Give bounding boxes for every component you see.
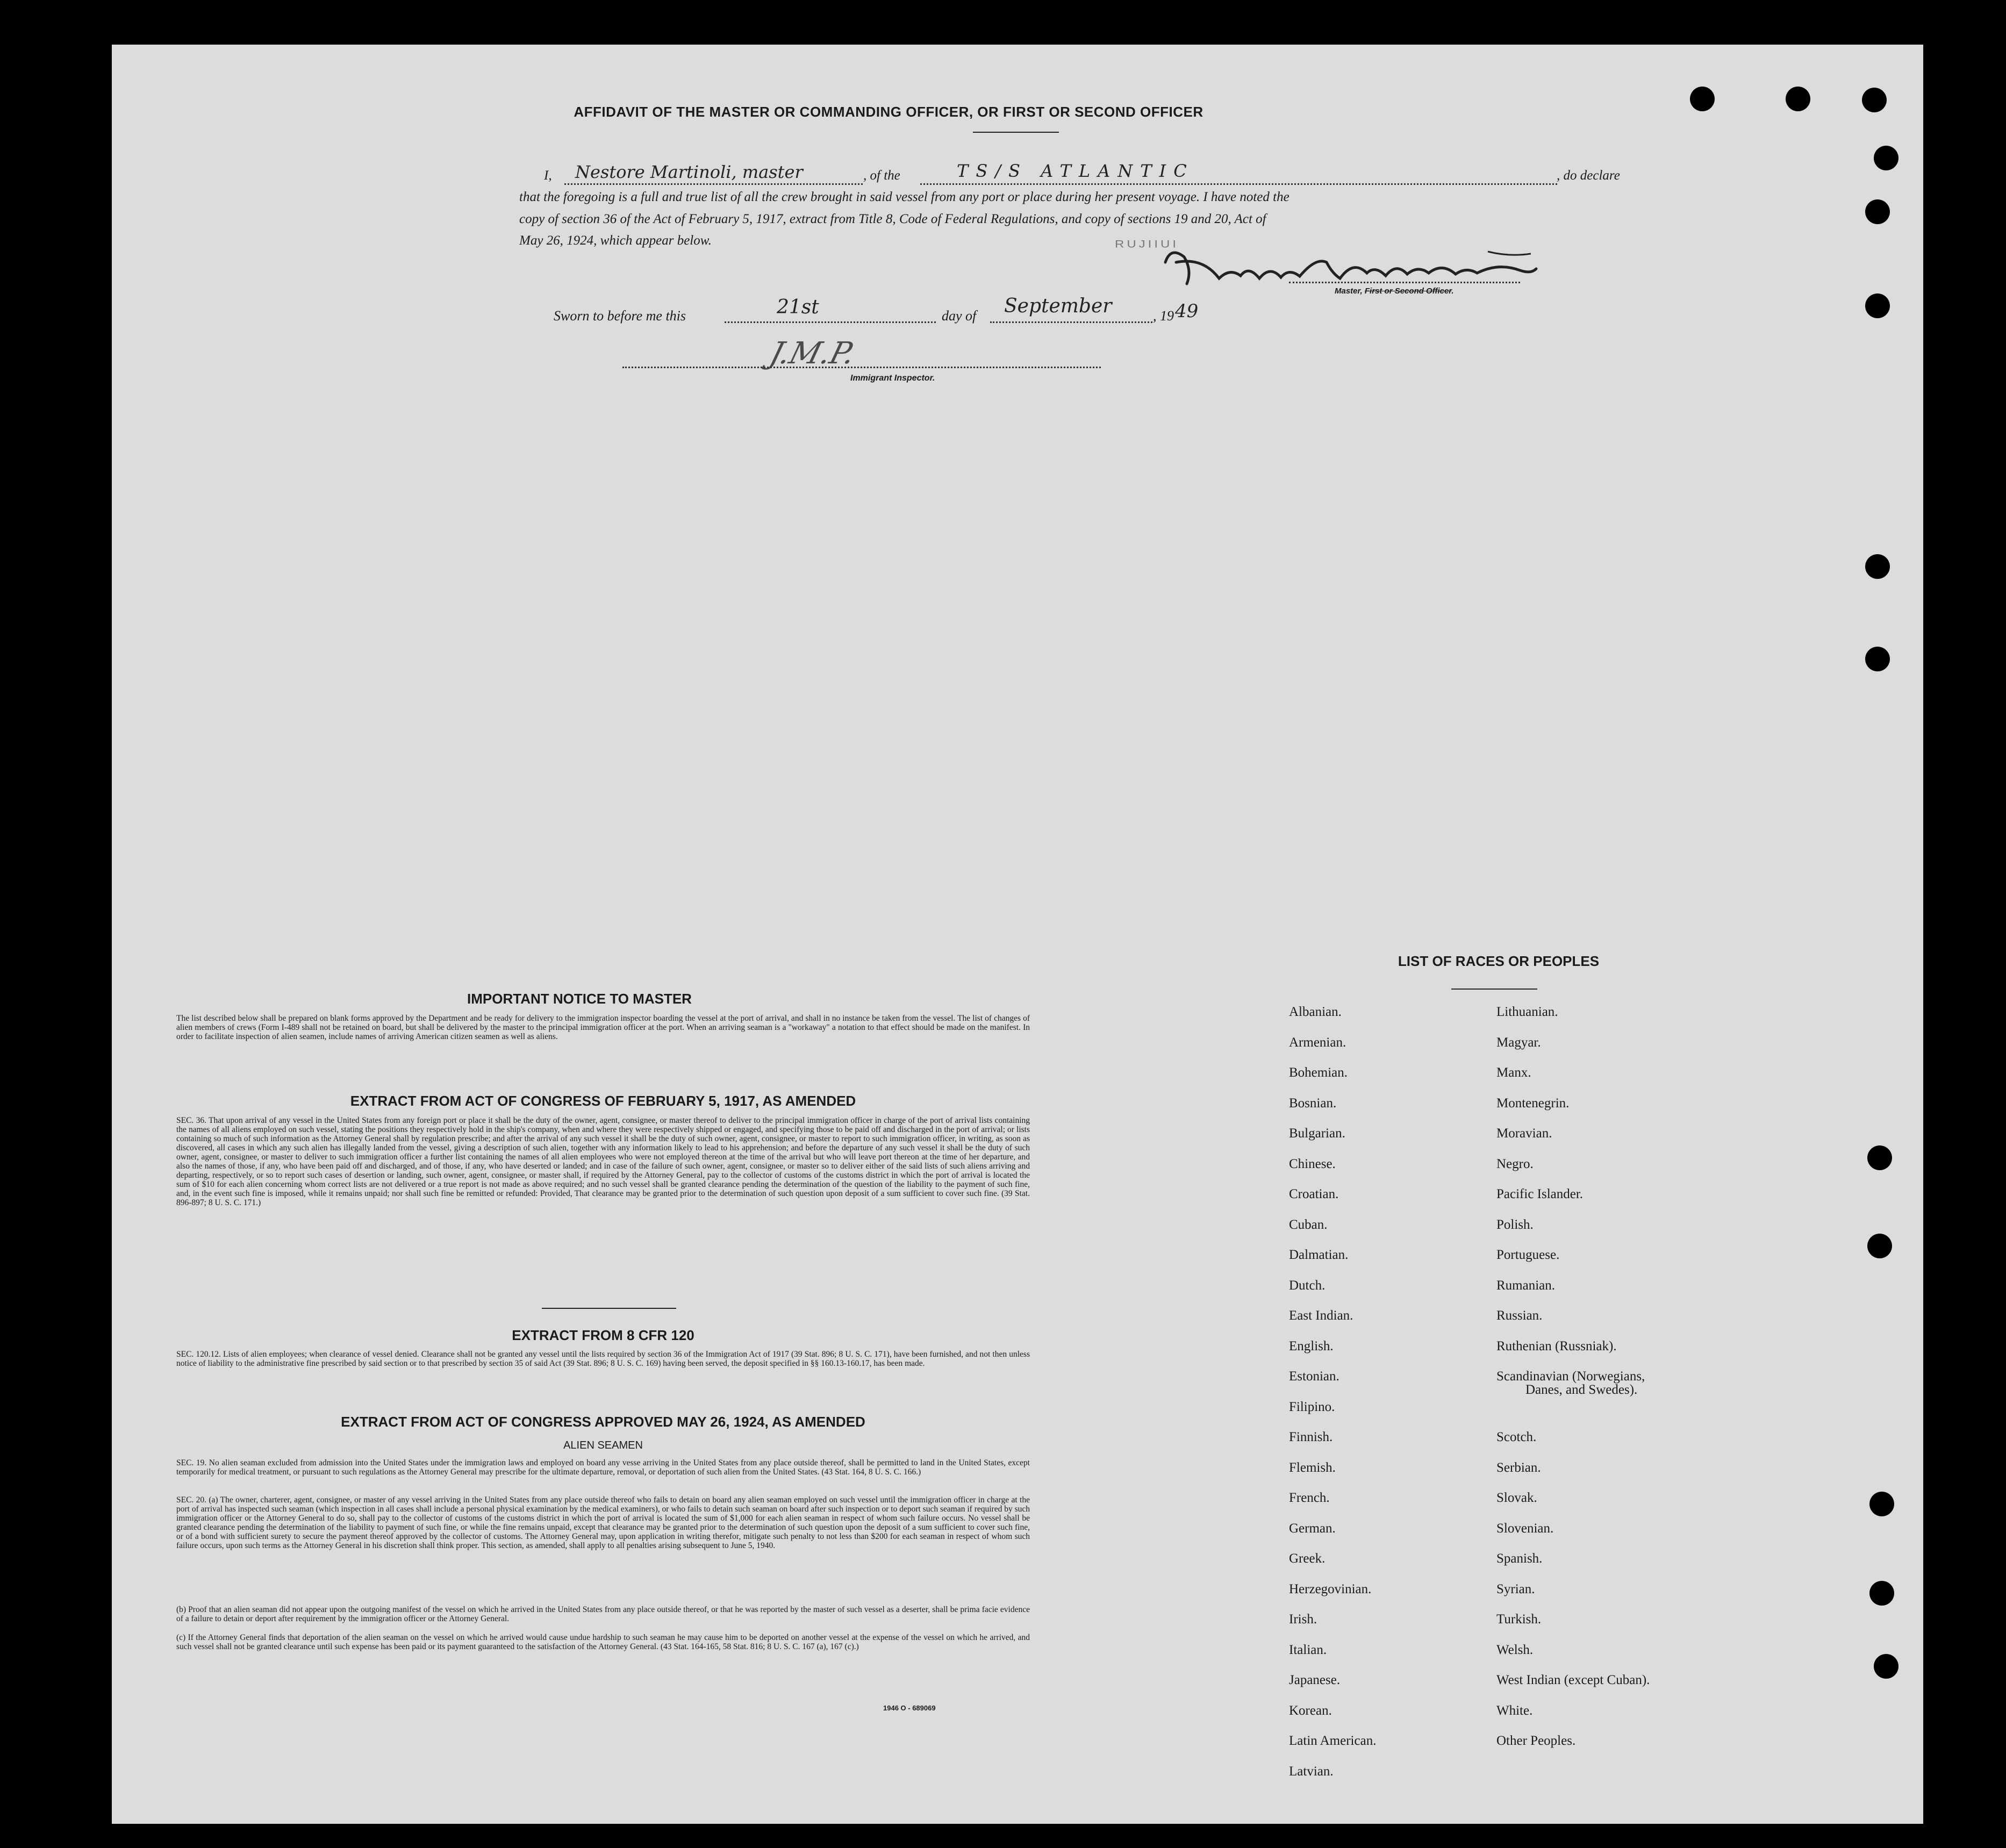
race-item: Magyar. (1496, 1035, 1541, 1050)
race-item: Dalmatian. (1289, 1248, 1349, 1262)
sec-20c: (c) If the Attorney General finds that deportation of the alien seaman on the vessel on which he arrived would cause undue hardship to such seaman he may cause him to be deported on another vessel at the expense of the vessel on which he arrived, and such vessel shall not be granted clearance until such expense has been paid or its payment guaranteed to the satisfaction of the Attorney General. (43 Stat. 164-165, 58 Stat. 816; 8 U. S. C. 167 (a), 167 (c).) (176, 1633, 1030, 1651)
race-item: Estonian. (1289, 1369, 1339, 1384)
punch-hole (1874, 1654, 1898, 1679)
race-item: Serbian. (1496, 1460, 1541, 1475)
punch-hole (1874, 146, 1898, 170)
race-item: Filipino. (1289, 1399, 1335, 1414)
inspector-signature: J.M.P. (766, 336, 859, 371)
punch-hole (1865, 293, 1890, 318)
sworn-year: 49 (1175, 300, 1199, 322)
pre-name: I, (544, 168, 552, 183)
affidavit-line-1 (538, 161, 1645, 188)
race-item: Slovenian. (1496, 1521, 1554, 1536)
extract-1924-subtitle: ALIEN SEAMEN (563, 1439, 643, 1451)
race-item: Russian. (1496, 1308, 1543, 1323)
race-item: Scandinavian (Norwegians, (1496, 1369, 1645, 1384)
race-item: Polish. (1496, 1217, 1534, 1232)
race-item: Lithuanian. (1496, 1005, 1558, 1019)
race-item: Montenegrin. (1496, 1095, 1570, 1111)
race-item-scandinavian (1496, 1370, 1650, 1430)
race-item: Rumanian. (1496, 1278, 1556, 1293)
extract-1917-body: SEC. 36. That upon arrival of any vessel in the United States from any foreign port or place it shall be the duty of the owner, agent, consignee, or master thereof to deliver to the principal immigration officer in charge of the port of arrival lists containing the names of all aliens employed on such vessel, stating the positions they respectively hold in the ship's company, when and where they were respectively shipped or engaged, and specifying those to be paid off and discharged in the port of arrival; or lists containing so much of such information as the Attorney General shall by regulation prescribe; and after the arrival of any such vessel it shall be the duty of such owner, agent, consignee, or master to report to such immigration officer, in writing, as soon as discovered, all cases in which any such alien has illegally landed from the vessel, giving a description of such alien, together with any information likely to lead to his apprehension; and before the departure of any such vessel it shall be the duty of such owner, agent, consignee, or master to deliver to such immigration officer a further list containing the names of all alien employees who were not employed thereon at the time of the arrival but who will leave port thereon at the time of her departure, and also the names of those, if any, who have been paid off and discharged, and of those, if any, who have deserted or landed; and in case of the failure of such owner, agent, consignee, or master so to deliver either of the said lists of such aliens arriving and departing, respectively, or so to report such cases of desertion or landing, such owner, agent, consignee, or master shall, if required by the Attorney General, pay to the collector of customs of the customs district in which the port of arrival is located the sum of $10 for each alien concerning whom correct lists are not delivered or a true report is not made as above required; and no such vessel shall be granted clearance pending the determination of the question of the liability to the payment of such fine, and, in the event such fine is imposed, while it remains unpaid; nor shall such fine be remitted or refunded: Provided, That clearance may be granted prior to the determination of such question upon deposit of a sum sufficient to cover such fine. (39 Stat. 896-897; 8 U. S. C. 171.) (176, 1116, 1030, 1207)
races-underline (1451, 989, 1537, 990)
race-item: Latvian. (1289, 1764, 1334, 1779)
sworn-line (554, 295, 1360, 330)
inspector-caption: Immigrant Inspector. (850, 374, 935, 383)
race-item: Slovak. (1496, 1491, 1537, 1505)
race-item: Italian. (1289, 1642, 1327, 1657)
race-item: Bosnian. (1289, 1095, 1337, 1111)
notice-body: The list described below shall be prepared on blank forms approved by the Department and be ready for delivery to the immigration inspector boarding the vessel at the port of arrival, and shall in no instance be taken from the vessel. The list of changes of alien members of crews (Form I-489 shall not be retained on board, but shall be delivered by the master to the principal immigration officer at the port. When an arriving seaman is a "workaway" a notation to that effect should be made on the manifest. In order to facilitate inspection of alien seamen, include names of arriving American citizen seamen as well as aliens. (176, 1014, 1030, 1041)
race-item: Pacific Islander. (1496, 1187, 1584, 1201)
race-item: Armenian. (1289, 1035, 1346, 1050)
race-item: Japanese. (1289, 1673, 1341, 1687)
race-item: West Indian (except Cuban). (1496, 1673, 1650, 1687)
punch-hole (1867, 1234, 1892, 1258)
sec-19: SEC. 19. No alien seaman excluded from admission into the United States under the immigration laws and employed on board any vesse arriving in the United States from any place outside thereof, shall be permitted to land in the United States, except temporarily for medical treatment, or pursuant to such regulations as the Attorney General may prescribe for the ultimate departure, removal, or deportation of such alien from the United States. (43 Stat. 164, 8 U. S. C. 166.) (176, 1458, 1030, 1477)
races-title: LIST OF RACES OR PEOPLES (1398, 953, 1600, 969)
punch-hole (1690, 87, 1715, 111)
race-item: French. (1289, 1491, 1330, 1505)
day-of-text: day of (942, 308, 977, 324)
affidavit-title: AFFIDAVIT OF THE MASTER OR COMMANDING OFFICER, OR FIRST OR SECOND OFFICER (574, 104, 1203, 120)
affidavit-line-3: copy of section 36 of the Act of February 5, 1917, extract from Title 8, Code of Federal Regulations, and copy of sections 19 and 20, Act of (519, 212, 1266, 226)
affidavit-line-4: May 26, 1924, which appear below. (519, 233, 712, 248)
punch-hole (1865, 647, 1890, 671)
printer-code: 1946 O - 689069 (883, 1704, 936, 1712)
race-item: Flemish. (1289, 1460, 1336, 1475)
race-item: Irish. (1289, 1612, 1317, 1627)
race-item: Moravian. (1496, 1126, 1552, 1141)
race-item: Greek. (1289, 1551, 1326, 1566)
race-item: White. (1496, 1703, 1533, 1718)
race-item: Scotch. (1496, 1430, 1537, 1444)
signature-caption (1335, 286, 1453, 296)
year-prefix: , 19 (1153, 308, 1174, 324)
race-item: Welsh. (1496, 1642, 1534, 1657)
sworn-month: September (1004, 295, 1112, 317)
caption-struck: First or Second Officer (1364, 286, 1452, 296)
punch-hole (1869, 1581, 1894, 1606)
race-item: Korean. (1289, 1703, 1332, 1718)
race-item: Dutch. (1289, 1278, 1326, 1293)
race-item: Herzegovinian. (1289, 1581, 1372, 1596)
race-item: Spanish. (1496, 1551, 1543, 1566)
document-page (112, 45, 1923, 1824)
faint-stamp: RUJIIUI (1115, 238, 1179, 250)
sworn-label: Sworn to before me this (554, 308, 686, 324)
master-name: Nestore Martinoli, master (575, 162, 803, 182)
race-item-cont: Danes, and Swedes). (1525, 1383, 1638, 1397)
punch-hole (1865, 199, 1890, 224)
punch-hole (1786, 87, 1810, 111)
race-item: Croatian. (1289, 1187, 1339, 1201)
race-item: German. (1289, 1521, 1336, 1536)
extract-1917-title: EXTRACT FROM ACT OF CONGRESS OF FEBRUARY 5, 1917, AS AMENDED (350, 1093, 856, 1109)
race-item: East Indian. (1289, 1308, 1353, 1323)
race-item: Portuguese. (1496, 1248, 1560, 1262)
race-item: Chinese. (1289, 1156, 1336, 1171)
race-item: Manx. (1496, 1065, 1531, 1080)
extract-cfr-body: SEC. 120.12. Lists of alien employees; when clearance of vessel denied. Clearance shall not be granted any vessel until the lists required by section 36 of the Immigration Act of 1917 (39 Stat. 896; 8 U. S. C. 171), have been furnished, and not then unless notice of liability to the administrative fine prescribed by said section or to that prescribed by section 35 of said Act (39 Stat. 896; 8 U. S. C. 169) having been served, the deposit specified in §§ 160.13-160.17, has been made. (176, 1350, 1030, 1368)
extract-cfr-title: EXTRACT FROM 8 CFR 120 (512, 1327, 694, 1343)
section-divider (542, 1308, 676, 1309)
notice-title: IMPORTANT NOTICE TO MASTER (467, 991, 692, 1007)
race-item: Bohemian. (1289, 1065, 1348, 1080)
race-item: Finnish. (1289, 1430, 1333, 1444)
do-declare-text: , do declare (1557, 168, 1620, 183)
races-column-1 (1289, 1005, 1376, 1795)
race-item: English. (1289, 1338, 1334, 1353)
caption-end: . (1451, 286, 1454, 296)
race-item: Turkish. (1496, 1612, 1542, 1627)
race-item: Bulgarian. (1289, 1126, 1345, 1141)
punch-hole (1867, 1145, 1892, 1170)
of-the-text: , of the (863, 168, 900, 183)
sworn-day: 21st (777, 296, 819, 318)
punch-hole (1865, 554, 1890, 579)
races-column-2 (1496, 1005, 1650, 1765)
race-item: Ruthenian (Russniak). (1496, 1338, 1617, 1353)
punch-hole (1862, 88, 1887, 112)
sec-20a: SEC. 20. (a) The owner, charterer, agent, consignee, or master of any vessel arriving in the United States from any place outside thereof who fails to detain on board any alien seaman employed on such vessel until the immigration officer in charge at the port of arrival has inspected such seaman (which inspection in all cases shall include a personal physical examination by the medical examiners), or who fails to detain such seaman on board after such inspection or to deport such seaman if required by such immigration officer or the Attorney General to do so, shall pay to the collector of customs of the customs district in which the port of arrival is located the sum of $1,000 for each alien seaman in respect of whom such failure occurs. No vessel shall be granted clearance pending the determination of the liability to payment of such fine, or while the fine remains unpaid, except that clearance may be granted prior to the determination of such question upon the deposit of a sum sufficient to cover such fine, or of a bond with sufficient surety to secure the payment thereof approved by the collector of customs. The Attorney General may, upon application in writing therefor, mitigate such penalty to not less than $200 for each seaman in respect of whom such failure occurs, upon such terms as the Attorney General in his discretion shall think proper. This section, as amended, shall apply to all penalties arising subsequent to June 5, 1940. (176, 1495, 1030, 1550)
race-item: Other Peoples. (1496, 1734, 1576, 1748)
race-item: Albanian. (1289, 1005, 1342, 1019)
race-item: Syrian. (1496, 1581, 1535, 1596)
vessel-name: TS/S ATLANTIC (957, 161, 1194, 181)
sec-20b: (b) Proof that an alien seaman did not appear upon the outgoing manifest of the vessel on which he arrived in the United States from any place outside thereof, or that he was reported by the master of such vessel as a deserter, shall be prima facie evidence of a failure to detain or deport after requirement by the immigration officer or the Attorney General. (176, 1605, 1030, 1623)
punch-hole (1869, 1492, 1894, 1516)
title-underline (973, 132, 1059, 133)
race-item: Latin American. (1289, 1734, 1377, 1748)
extract-1924-title: EXTRACT FROM ACT OF CONGRESS APPROVED MAY 26, 1924, AS AMENDED (341, 1414, 865, 1430)
race-item: Cuban. (1289, 1217, 1328, 1232)
race-item: Negro. (1496, 1156, 1534, 1171)
caption-master: Master, (1335, 286, 1363, 296)
affidavit-line-2: that the foregoing is a full and true list of all the crew brought in said vessel from any port or place during her present voyage. I have noted the (519, 190, 1289, 204)
